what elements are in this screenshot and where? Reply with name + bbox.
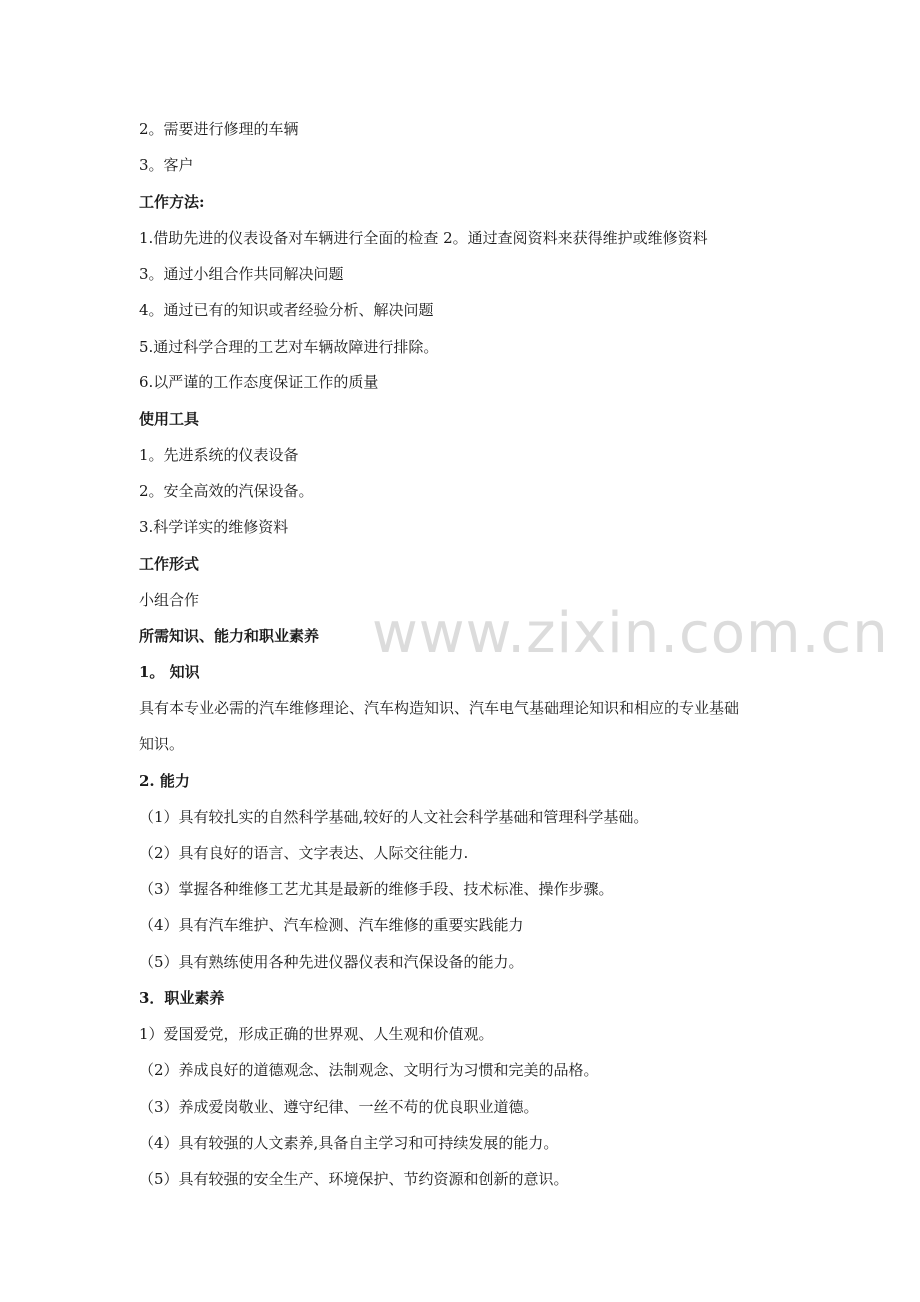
list-item: （1）具有较扎实的自然科学基础,较好的人文社会科学基础和管理科学基础。 — [139, 808, 649, 826]
list-item: 5.通过科学合理的工艺对车辆故障进行排除。 — [139, 338, 439, 356]
list-item: （2）养成良好的道德观念、法制观念、文明行为习惯和完美的品格。 — [139, 1061, 599, 1079]
subsection-heading-professional-quality: 3．职业素养 — [139, 989, 225, 1007]
section-heading-work-form: 工作形式 — [139, 555, 200, 573]
list-item: 4。通过已有的知识或者经验分析、解决问题 — [139, 301, 434, 319]
list-item: 1）爱国爱党，形成正确的世界观、人生观和价值观。 — [139, 1025, 494, 1043]
list-item: 1。先进系统的仪表设备 — [139, 446, 299, 464]
section-heading-work-method: 工作方法: — [139, 193, 205, 211]
list-item: 3。通过小组合作共同解决问题 — [139, 265, 344, 283]
list-item: （3）养成爱岗敬业、遵守纪律、一丝不苟的优良职业道德。 — [139, 1098, 539, 1116]
list-item: 1.借助先进的仪表设备对车辆进行全面的检查 2。通过查阅资料来获得维护或维修资料 — [139, 229, 708, 247]
list-item: （5）具有熟练使用各种先进仪器仪表和汽保设备的能力。 — [139, 953, 524, 971]
list-item: （3）掌握各种维修工艺尤其是最新的维修手段、技术标准、操作步骤。 — [139, 880, 614, 898]
list-item: 3。客户 — [139, 156, 194, 174]
section-heading-requirements: 所需知识、能力和职业素养 — [139, 627, 320, 645]
list-item: （5）具有较强的安全生产、环境保护、节约资源和创新的意识。 — [139, 1170, 569, 1188]
list-item: 6.以严谨的工作态度保证工作的质量 — [139, 373, 379, 391]
section-heading-tools: 使用工具 — [139, 410, 200, 428]
list-item: 2。需要进行修理的车辆 — [139, 120, 299, 138]
paragraph: 具有本专业必需的汽车维修理论、汽车构造知识、汽车电气基础理论知识和相应的专业基础 — [139, 699, 740, 717]
subsection-heading-ability: 2. 能力 — [139, 772, 190, 790]
list-item: （4）具有汽车维护、汽车检测、汽车维修的重要实践能力 — [139, 916, 524, 934]
watermark: www.zixin.com.cn — [372, 601, 889, 666]
paragraph: 小组合作 — [139, 591, 200, 609]
subsection-heading-knowledge: 1。 知识 — [139, 663, 200, 681]
list-item: （4）具有较强的人文素养,具备自主学习和可持续发展的能力。 — [139, 1134, 559, 1152]
list-item: 3.科学详实的维修资料 — [139, 518, 289, 536]
list-item: 2。安全高效的汽保设备。 — [139, 482, 314, 500]
list-item: （2）具有良好的语言、文字表达、人际交往能力. — [139, 844, 469, 862]
paragraph: 知识。 — [139, 735, 185, 753]
